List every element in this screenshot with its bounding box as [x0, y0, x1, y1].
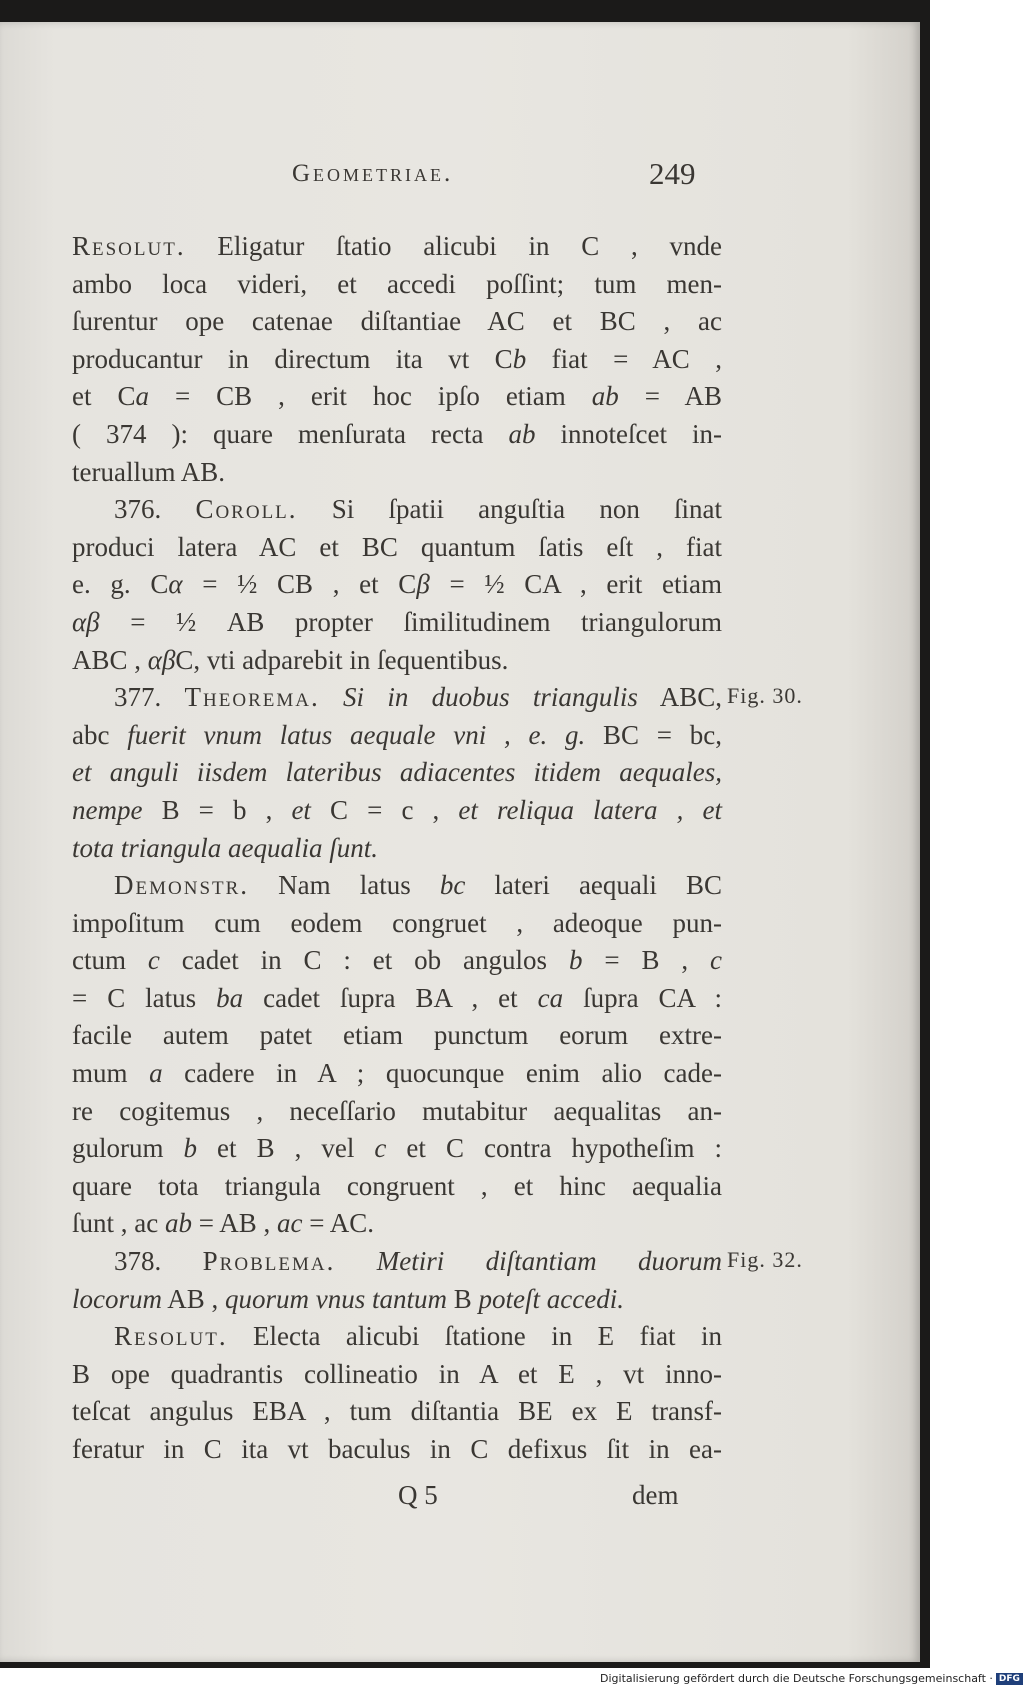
italic-text: ab — [164, 1208, 192, 1239]
text-line — [72, 1017, 722, 1055]
italic-text: ab — [591, 381, 619, 412]
text-run: cadet in C : et ob angulos — [159, 945, 569, 976]
text-line — [72, 266, 722, 304]
text-line — [72, 491, 722, 529]
figure-reference: Fig. 32. — [727, 1247, 803, 1273]
dfg-logo-icon: DFG — [996, 1673, 1023, 1685]
text-run: ABC , — [72, 644, 148, 675]
text-run: cadere in A ; quocunque enim alio cade- — [162, 1058, 722, 1089]
body-text — [72, 228, 722, 1469]
text-line — [72, 529, 722, 567]
digitization-footer — [600, 1670, 1020, 1687]
text-line — [72, 830, 722, 868]
text-run: = C latus — [72, 982, 217, 1013]
text-line — [72, 604, 722, 642]
italic-text: fuerit vnum latus aequale vni , e. g. — [127, 719, 586, 750]
text-run: facile autem patet etiam punctum eorum extre- — [72, 1020, 722, 1051]
section-heading: Resolut. — [72, 231, 186, 261]
text-run: ambo loca videri, et accedi poſſint; tum men- — [72, 268, 722, 299]
italic-text: β — [416, 569, 430, 600]
text-line — [72, 942, 722, 980]
text-line — [72, 980, 722, 1018]
italic-text: tota triangula aequalia ſunt. — [72, 832, 379, 863]
text-run: e. g. C — [72, 569, 169, 600]
italic-text: ab — [508, 418, 536, 449]
text-run: ctum — [72, 945, 148, 976]
section-heading: Problema. — [202, 1246, 336, 1277]
text-line — [72, 416, 722, 454]
text-run: = ½ CA , erit etiam — [429, 569, 722, 600]
text-line — [72, 1168, 722, 1206]
text-run: 376. — [114, 494, 196, 525]
footer-credit: Digitalisierung gefördert durch die Deutsche Forschungsgemeinschaft · — [600, 1672, 993, 1685]
text-line — [72, 566, 722, 604]
page-number: 249 — [649, 156, 696, 191]
section-heading: Demonstr. — [114, 870, 250, 901]
text-run: impoſitum cum eodem congruet , adeoque pun- — [72, 907, 722, 938]
text-run: re cogitemus , neceſſario mutabitur aequalitas an- — [72, 1095, 722, 1126]
text-run: 377. — [114, 682, 185, 713]
figure-reference: Fig. 30. — [727, 683, 803, 709]
text-run: gulorum — [72, 1133, 184, 1164]
text-run: = AB , — [191, 1208, 277, 1239]
page-paper — [0, 22, 920, 1662]
text-run: producantur in directum ita vt C — [72, 343, 513, 374]
text-line — [72, 1055, 722, 1093]
text-line — [72, 679, 722, 717]
text-line — [72, 867, 722, 905]
italic-text: nempe — [72, 794, 143, 825]
text-run: ( 374 ): quare menſurata recta — [72, 418, 509, 449]
text-line — [72, 341, 722, 379]
section-heading: Theorema. — [184, 682, 320, 713]
signature-line — [72, 1480, 722, 1520]
text-run: ſunt , ac — [72, 1208, 165, 1239]
text-line — [72, 717, 722, 755]
italic-text: a — [149, 1058, 163, 1089]
text-run: mum — [72, 1058, 150, 1089]
italic-text: ca — [537, 982, 564, 1013]
text-line — [72, 303, 722, 341]
text-line — [72, 1243, 722, 1281]
italic-text: et reliqua latera , et — [458, 794, 722, 825]
italic-text: b — [512, 343, 527, 374]
text-run: quare tota triangula congruent , et hinc aequalia — [72, 1170, 722, 1201]
text-run: ABC, — [637, 682, 723, 713]
text-run: ſupra CA : — [563, 982, 723, 1013]
text-run: 378. — [114, 1246, 203, 1277]
text-run: innoteſcet in- — [535, 418, 723, 449]
text-line — [72, 905, 722, 943]
section-heading: Resolut. — [114, 1321, 228, 1352]
text-run: produci latera AC et BC quantum ſatis eſt , fiat — [72, 531, 722, 562]
italic-text: αβ — [147, 644, 176, 675]
text-run: = ½ CB , et C — [182, 569, 417, 600]
text-run: Eligatur ſtatio alicubi in C , vnde — [185, 231, 722, 261]
text-line — [72, 228, 722, 266]
text-run: et C — [72, 381, 136, 412]
italic-text: b — [183, 1133, 198, 1164]
page-header — [0, 156, 920, 200]
italic-text: poteſt accedi. — [478, 1283, 624, 1314]
italic-text: α — [168, 569, 183, 600]
text-run: ſurentur ope catenae diſtantiae AC et BC , ac — [72, 306, 722, 337]
signature-mark: Q 5 — [398, 1480, 438, 1510]
text-run: teſcat angulus EBA , tum diſtantia BE ex E transf- — [72, 1396, 722, 1427]
text-run: B = b , — [142, 794, 292, 825]
text-run: fiat = AC , — [526, 343, 722, 374]
italic-text: c — [147, 945, 160, 976]
text-run: lateri aequali BC — [465, 870, 723, 901]
italic-text: et anguli iisdem lateribus adiacentes itidem aequales, — [72, 757, 722, 788]
text-line — [72, 378, 722, 416]
text-line — [72, 454, 722, 492]
section-heading: Coroll. — [195, 494, 298, 525]
text-line — [72, 792, 722, 830]
text-line — [72, 1205, 722, 1243]
text-run: = B , — [582, 945, 711, 976]
text-line — [72, 1281, 722, 1319]
text-line — [72, 1130, 722, 1168]
italic-text: a — [135, 381, 149, 412]
italic-text: Metiri diſtantiam duorum — [335, 1246, 723, 1277]
text-run: C, vti adparebit in ſequentibus. — [175, 644, 509, 675]
text-run: = CB , erit hoc ipſo etiam — [148, 381, 592, 412]
text-run: = AC. — [302, 1208, 374, 1239]
italic-text: et — [291, 794, 311, 825]
italic-text: ba — [216, 982, 244, 1013]
text-run: Electa alicubi ſtatione in E fiat in — [227, 1321, 722, 1352]
text-run: BC = bc, — [585, 719, 722, 750]
text-line — [72, 1393, 722, 1431]
italic-text: quorum vnus tantum — [225, 1283, 448, 1314]
text-run: feratur in C ita vt baculus in C defixus ſit in ea- — [72, 1434, 722, 1464]
text-run: cadet ſupra BA , et — [243, 982, 538, 1013]
italic-text: bc — [439, 870, 466, 901]
italic-text: c — [710, 945, 722, 976]
text-run: teruallum AB. — [72, 456, 225, 487]
italic-text: locorum — [72, 1283, 162, 1314]
text-run: B — [447, 1283, 479, 1314]
text-run: abc — [72, 719, 128, 750]
text-line — [72, 1093, 722, 1131]
text-run: C = c , — [310, 794, 459, 825]
catchword: dem — [632, 1480, 679, 1510]
text-run: = AB — [618, 381, 722, 412]
text-run: et B , vel — [197, 1133, 375, 1164]
text-run: Si ſpatii anguſtia non ſinat — [297, 494, 723, 525]
italic-text: c — [374, 1133, 387, 1164]
text-line — [72, 1431, 722, 1469]
italic-text: αβ — [72, 606, 100, 637]
text-run: B ope quadrantis collineatio in A et E , vt inno- — [72, 1358, 722, 1389]
italic-text: b — [568, 945, 583, 976]
text-line — [72, 1318, 722, 1356]
running-head: Geometriae. — [292, 160, 454, 187]
text-run: et C contra hypotheſim : — [386, 1133, 723, 1164]
text-line — [72, 754, 722, 792]
text-run: = ½ AB propter ſimilitudinem triangulorum — [99, 606, 722, 637]
text-line — [72, 642, 722, 680]
text-line — [72, 1356, 722, 1394]
italic-text: ac — [276, 1208, 303, 1239]
text-run: Nam latus — [249, 870, 440, 901]
italic-text: Si in duobus triangulis — [319, 682, 638, 713]
text-run: AB , — [162, 1283, 226, 1314]
